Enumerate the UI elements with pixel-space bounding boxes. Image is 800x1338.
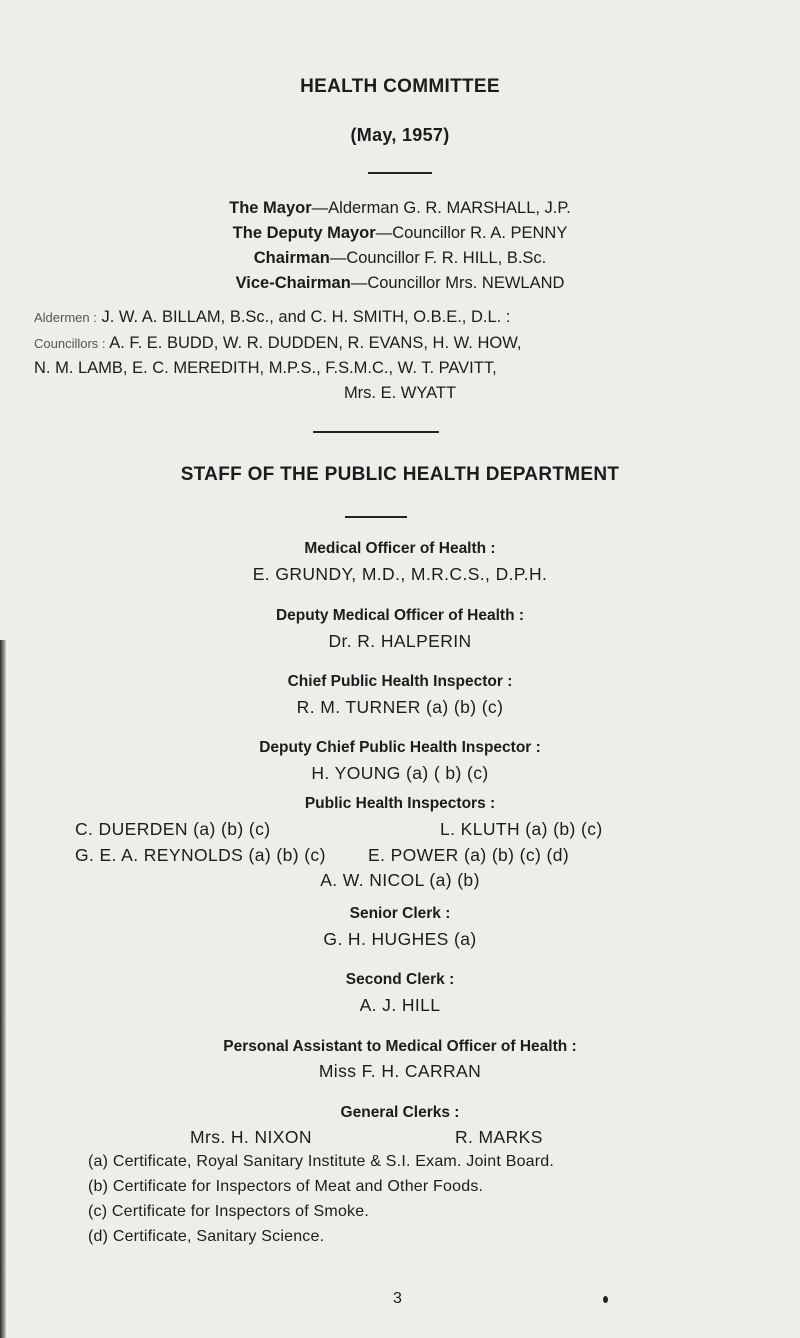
divider	[313, 431, 439, 433]
mayor-role: The Mayor	[229, 199, 312, 217]
councillors-names-1: A. F. E. BUDD, W. R. DUDDEN, R. EVANS, H. W. HOW,	[105, 334, 522, 352]
aldermen-line	[34, 308, 510, 327]
cphi-name: R. M. TURNER (a) (b) (c)	[296, 697, 504, 717]
general-clerk-1: Mrs. H. NIXON	[190, 1127, 312, 1147]
aldermen-label: Aldermen :	[34, 310, 97, 325]
councillors-line-1	[34, 334, 521, 353]
footnote	[88, 1228, 324, 1246]
mayor-line	[0, 199, 800, 218]
footnote-text: Certificate, Sanitary Science.	[112, 1228, 325, 1245]
page-title: HEALTH COMMITTEE	[300, 76, 500, 97]
councillors-line-2: N. M. LAMB, E. C. MEREDITH, M.P.S., F.S.M.C., W. T. PAVITT,	[34, 359, 497, 377]
page-number: 3	[393, 1290, 402, 1307]
councillors-line-3: Mrs. E. WYATT	[343, 384, 457, 402]
footnote-text: Certificate for Inspectors of Smoke.	[111, 1203, 369, 1220]
chairman-name: —Councillor F. R. HILL, B.Sc.	[329, 249, 547, 267]
footnote-text: Certificate for Inspectors of Meat and Other Foods.	[112, 1178, 484, 1195]
deputy-mayor-role: The Deputy Mayor	[232, 224, 376, 242]
senior-clerk-name: G. H. HUGHES (a)	[323, 929, 477, 949]
second-clerk-name: A. J. HILL	[359, 995, 441, 1015]
moh-name: E. GRUNDY, M.D., M.R.C.S., D.P.H.	[252, 564, 548, 584]
dmoh-name: Dr. R. HALPERIN	[328, 631, 472, 651]
pa-heading: Personal Assistant to Medical Officer of Health :	[223, 1038, 577, 1055]
general-clerk-2: R. MARKS	[455, 1127, 543, 1147]
footnote	[88, 1153, 554, 1171]
phi-inspector-1: C. DUERDEN (a) (b) (c)	[75, 819, 271, 839]
vice-chairman-name: —Councillor Mrs. NEWLAND	[350, 274, 565, 292]
chairman-line	[0, 249, 800, 268]
phi-inspector-3: G. E. A. REYNOLDS (a) (b) (c)	[75, 845, 326, 865]
second-clerk-heading: Second Clerk :	[345, 971, 455, 988]
moh-heading: Medical Officer of Health :	[304, 540, 496, 557]
footnote	[88, 1203, 369, 1221]
mayor-name: —Alderman G. R. MARSHALL, J.P.	[311, 199, 571, 217]
divider	[368, 172, 432, 174]
committee-date: (May, 1957)	[350, 125, 450, 145]
phi-inspector-5: A. W. NICOL (a) (b)	[320, 870, 480, 890]
dmoh-heading: Deputy Medical Officer of Health :	[275, 607, 525, 624]
ink-dot	[603, 1296, 608, 1303]
cphi-heading: Chief Public Health Inspector :	[287, 673, 513, 690]
phi-inspector-4: E. POWER (a) (b) (c) (d)	[368, 845, 570, 865]
chairman-role: Chairman	[253, 249, 330, 267]
deputy-mayor-name: —Councillor R. A. PENNY	[375, 224, 568, 242]
footnote-key: (b)	[88, 1178, 109, 1195]
aldermen-names: J. W. A. BILLAM, B.Sc., and C. H. SMITH, O.B.E., D.L. :	[96, 308, 511, 326]
phi-heading: Public Health Inspectors :	[304, 795, 496, 812]
staff-title: STAFF OF THE PUBLIC HEALTH DEPARTMENT	[180, 464, 620, 485]
phi-inspector-2: L. KLUTH (a) (b) (c)	[440, 819, 603, 839]
footnote-text: Certificate, Royal Sanitary Institute & S.I. Exam. Joint Board.	[112, 1153, 555, 1170]
pa-name: Miss F. H. CARRAN	[318, 1061, 482, 1081]
footnote-key: (a)	[88, 1153, 109, 1170]
divider	[345, 516, 407, 518]
footnote	[88, 1178, 483, 1196]
vice-chairman-line	[0, 274, 800, 293]
footnote-key: (d)	[88, 1228, 109, 1245]
dcphi-heading: Deputy Chief Public Health Inspector :	[259, 739, 541, 756]
deputy-mayor-line	[0, 224, 800, 243]
councillors-label: Councillors :	[34, 336, 106, 351]
footnote-key: (c)	[88, 1203, 108, 1220]
vice-chairman-role: Vice-Chairman	[235, 274, 351, 292]
senior-clerk-heading: Senior Clerk :	[349, 905, 451, 922]
dcphi-name: H. YOUNG (a) ( b) (c)	[311, 763, 489, 783]
general-clerks-heading: General Clerks :	[340, 1104, 460, 1121]
